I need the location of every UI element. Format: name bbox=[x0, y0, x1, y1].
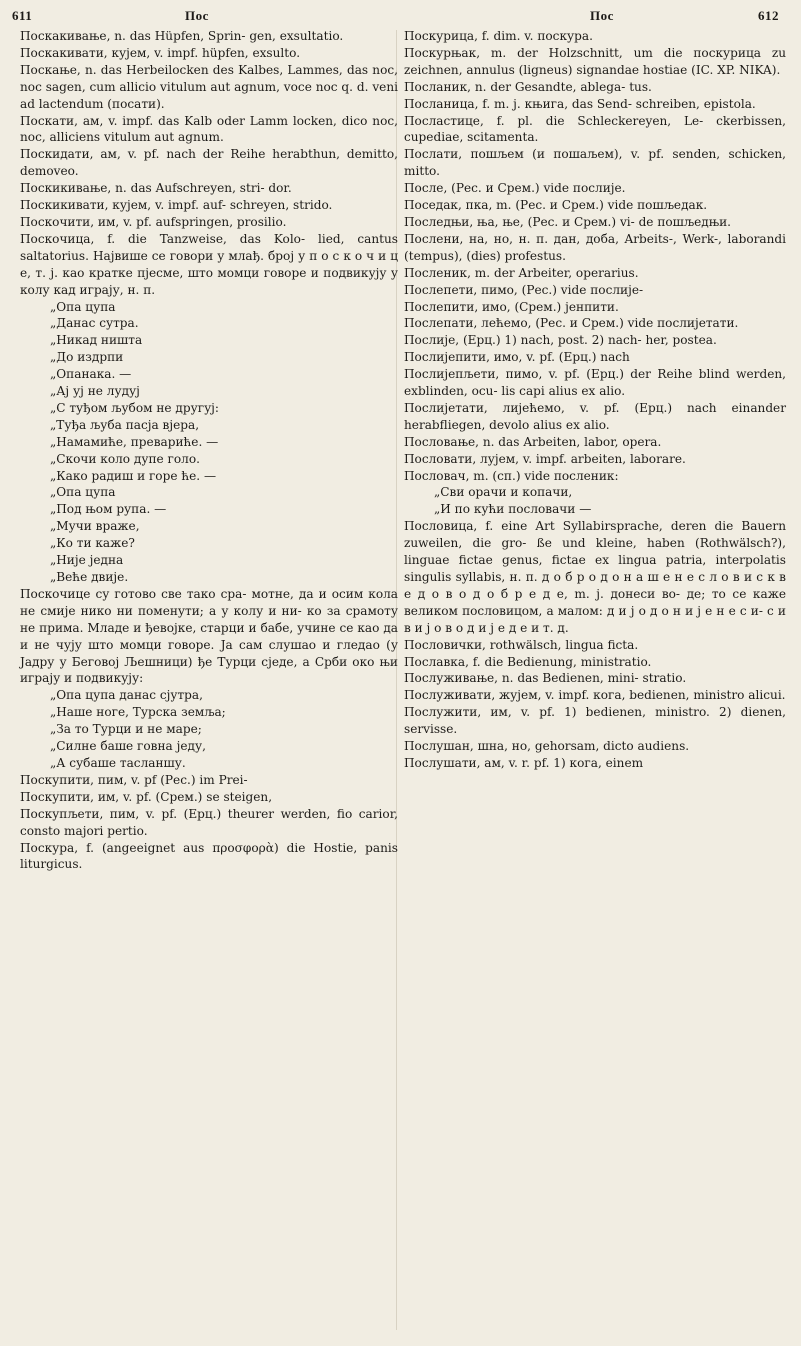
dict-entry: Послепити, имо, (Срем.) јенпити. bbox=[404, 299, 619, 314]
dict-entry: Поскакивати, кујем, v. impf. hüpfen, exsulto. bbox=[20, 45, 301, 60]
verse-line: „Наше ноге, Турска земља; bbox=[50, 705, 226, 720]
dict-entry: Послени, на, но, н. п. дан, доба, Arbeits-, Werk-, laborandi (tempus), (dies) profestus. bbox=[404, 231, 786, 263]
verse-line: „Ко ти каже? bbox=[50, 536, 135, 551]
verse-line: „Под њом рупа. — bbox=[50, 502, 167, 517]
verse-line: „За то Турци и не маре; bbox=[50, 722, 202, 737]
dict-entry: Пословач, m. (сп.) vide посленик: bbox=[404, 468, 619, 483]
dict-entry: Послијепљети, пимо, v. pf. (Ерц.) der Reihe blind werden, exblinden, ocu- lis capi alius ex alio. bbox=[404, 367, 786, 399]
dict-entry: Поскидати, ам, v. pf. nach der Reihe herabthun, demitto, demoveo. bbox=[20, 147, 398, 179]
dict-entry: Поскати, ам, v. impf. das Kalb oder Lamm locken, dico noc, noc, alliciens vitulum aut agnum. bbox=[20, 113, 398, 145]
dict-entry: Послати, пошљем (и пошаљем), v. pf. senden, schicken, mitto. bbox=[404, 147, 786, 179]
dict-entry: Посленик, m. der Arbeiter, operarius. bbox=[404, 265, 639, 280]
verse-line: „До издрпи bbox=[50, 350, 124, 365]
right-column bbox=[404, 28, 786, 772]
dict-entry: Послепати, лећемо, (Рес. и Срем.) vide послијетати. bbox=[404, 316, 739, 331]
dict-entry: Послужити, им, v. pf. 1) bedienen, ministro. 2) dienen, servisse. bbox=[404, 705, 786, 737]
dict-entry: Посланик, n. der Gesandte, ablega- tus. bbox=[404, 79, 652, 94]
dict-entry: Поскурњак, m. der Holzschnitt, um die поскурица zu zeichnen, annulus (ligneus) signandae hostiae (IC. XP. NIKA). bbox=[404, 45, 786, 77]
verse-line: „Ај уј не лудуј bbox=[50, 384, 140, 399]
dict-entry: Послепети, пимо, (Рес.) vide послије- bbox=[404, 282, 644, 297]
verse-line: „Скочи коло дупе голо. bbox=[50, 451, 200, 466]
dict-entry: Пословица, f. eine Art Syllabirsprache, deren die Bauern zuweilen, die gro- ße und kleine, haben (Rothwälsch?), linguae fictae genus, fictae ex lingua patria, interpolatis singulis syllabis, н. п. д о б р о д о н а ш е н е с л о в и с к в е д о в о д о б р е д е, m. ј. донеси во- де; то се каже великом пословицом, а малом: д и ј о д о н и ј е н е с и- с и в и ј о в о д и ј е д е и т. д. bbox=[404, 519, 786, 635]
dict-entry: Послуживати, жујем, v. impf. кога, bedienen, ministro alicui. bbox=[404, 688, 786, 703]
verse-line: „Опа цупа bbox=[50, 485, 116, 500]
dict-entry: Последњи, ња, ње, (Рес. и Срем.) vi- de пошљедњи. bbox=[404, 214, 732, 229]
verse-line: „Како радиш и горе ће. — bbox=[50, 468, 217, 483]
dict-entry: Поскочице су готово све тако сра- мотне, да и осим кола не смије нико ни поменути; а у колу и ни- ко за срамоту не прима. Младе и ђевојке, старци и бабе, учине се као да и не чују што момци говоре. Ја сам слушао и гледао (у Јадру у Беговој Љешници) ђе Турци сједе, а Срби око њи играју и подвикују: bbox=[20, 586, 398, 686]
dict-entry: Поскање, n. das Herbeilocken des Kalbes, Lammes, das noc, noc sagen, cum allicio vitulum aut agnum, voce noc q. d. veni ad lactendum (посати). bbox=[20, 62, 398, 111]
dict-entry: Послије, (Ерц.) 1) nach, post. 2) nach- her, postea. bbox=[404, 333, 717, 348]
dict-entry: Пословати, лујем, v. impf. arbeiten, laborare. bbox=[404, 451, 686, 466]
dict-entry: Поскикивати, кујем, v. impf. auf- schreyen, strido. bbox=[20, 198, 333, 213]
dict-entry: Послуживање, n. das Bedienen, mini- stratio. bbox=[404, 671, 687, 686]
dict-entry: Пословање, n. das Arbeiten, labor, opera. bbox=[404, 434, 662, 449]
dict-entry: Поскакивање, n. das Hüpfen, Sprin- gen, exsultatio. bbox=[20, 29, 344, 43]
verse-line: „Опанака. — bbox=[50, 367, 132, 382]
dict-entry: Пославка, f. die Bedienung, ministratio. bbox=[404, 654, 652, 669]
verse-line: „Мучи враже, bbox=[50, 519, 140, 534]
dict-entry: Поскочити, им, v. pf. aufspringen, prosilio. bbox=[20, 214, 287, 229]
dict-entry: Послушан, шна, но, gehorsam, dicto audiens. bbox=[404, 739, 690, 754]
verse-line: „Опа цупа bbox=[50, 299, 116, 314]
verse-line: „Никад ништа bbox=[50, 333, 143, 348]
dict-entry: После, (Рес. и Срем.) vide послије. bbox=[404, 181, 626, 196]
dict-entry: Пословички, rothwälsch, lingua ficta. bbox=[404, 637, 639, 652]
dict-entry: Поскочица, f. die Tanzweise, das Kolo- lied, cantus saltatorius. Највише се говори у млађ. број у п о с к о ч и ц е, т. ј. као кратке пјесме, што момци говоре и подвикују у колу кад играју, н. п. bbox=[20, 231, 398, 297]
dict-entry: Послушати, ам, v. r. pf. 1) кога, einem bbox=[404, 755, 644, 770]
dict-entry: Поскурица, f. dim. v. поскура. bbox=[404, 29, 593, 43]
verse-line: „Сви орачи и копачи, bbox=[434, 485, 573, 500]
verse-line: „И по кући пословачи — bbox=[434, 502, 592, 517]
verse-line: „Данас сутра. bbox=[50, 316, 139, 331]
dict-entry: Поскикивање, n. das Aufschreyen, stri- dor. bbox=[20, 181, 292, 196]
verse-line: „С туђом љубом не другуј: bbox=[50, 400, 220, 415]
dict-entry: Поскупити, им, v. pf. (Срем.) se steigen, bbox=[20, 789, 273, 804]
dict-entry: Поскупљети, пим, v. pf. (Ерц.) theurer werden, fio carior, consto majori pertio. bbox=[20, 806, 398, 838]
dict-entry: Поскура, f. (angeeignet aus προσφορὰ) die Hostie, panis liturgicus. bbox=[20, 840, 398, 872]
dict-entry: Поскупити, пим, v. pf (Рес.) im Prei- bbox=[20, 772, 248, 787]
right-running-head: Пос bbox=[590, 8, 614, 23]
dict-entry: Посланица, f. m. j. књига, das Send- schreiben, epistola. bbox=[404, 96, 756, 111]
verse-line: „Веће двије. bbox=[50, 570, 129, 584]
verse-line: „Туђа љуба пасја вјера, bbox=[50, 417, 200, 432]
left-page-number: 611 bbox=[12, 8, 33, 23]
right-page-number: 612 bbox=[758, 8, 779, 23]
verse-line: „Опа цупа данас сјутра, bbox=[50, 688, 203, 703]
verse-line: „А субаше тасланшу. bbox=[50, 755, 186, 770]
left-running-head: Пос bbox=[185, 8, 209, 23]
verse-line: „Намамиће, превариће. — bbox=[50, 434, 219, 449]
dict-entry: Послијетати, лијећемо, v. pf. (Ерц.) nach einander herabfliegen, devolo alius ex alio. bbox=[404, 400, 786, 432]
dict-entry: Поседак, пка, m. (Рес. и Срем.) vide пошљедак. bbox=[404, 198, 708, 213]
left-column bbox=[20, 28, 398, 873]
dict-entry: Послијепити, имо, v. pf. (Ерц.) nach bbox=[404, 350, 630, 365]
verse-line: „Није једна bbox=[50, 553, 124, 568]
verse-line: „Силне баше говна једу, bbox=[50, 739, 206, 754]
dict-entry: Посластице, f. pl. die Schleckereyen, Le- ckerbissen, cupediae, scitamenta. bbox=[404, 113, 786, 145]
